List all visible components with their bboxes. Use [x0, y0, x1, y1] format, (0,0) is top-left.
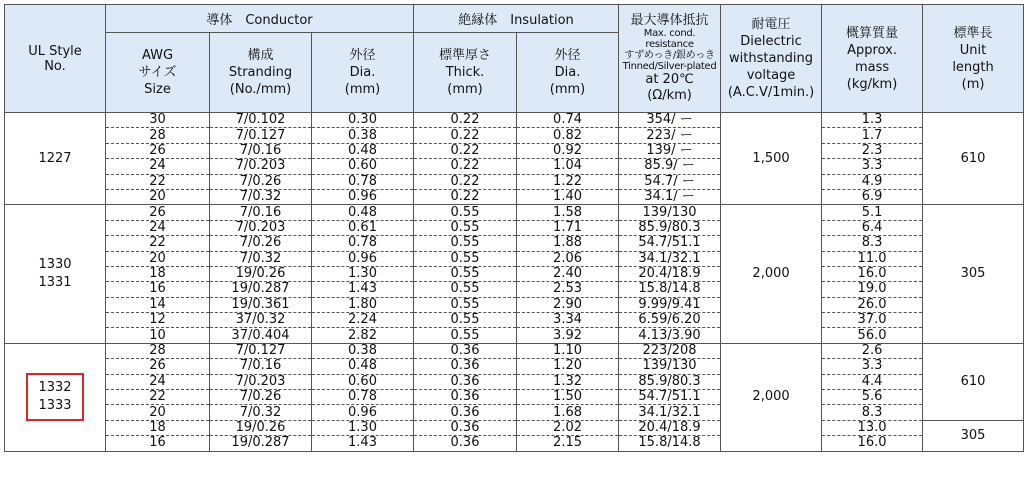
voltage-cell: 2,000: [721, 343, 822, 451]
insulation-dia-cell: 2.06: [517, 251, 619, 266]
insulation-dia-cell: 0.82: [517, 128, 619, 143]
table-row: [5, 328, 1024, 343]
resistance-cell: 34.1/32.1: [619, 251, 721, 266]
header-resistance-jp: 最大導体抵抗: [630, 13, 709, 28]
stranding-cell: 7/0.32: [210, 405, 312, 420]
table-row: [5, 174, 1024, 189]
stranding-cell: 19/0.287: [210, 282, 312, 297]
awg-cell: 30: [106, 113, 210, 128]
voltage-cell: 1,500: [721, 113, 822, 205]
mass-cell: 6.4: [822, 220, 923, 235]
table-body: [5, 113, 1024, 452]
conductor-dia-cell: 0.38: [312, 128, 414, 143]
awg-cell: 26: [106, 359, 210, 374]
conductor-dia-cell: 0.30: [312, 113, 414, 128]
stranding-cell: 7/0.26: [210, 174, 312, 189]
header-voltage: 耐電圧 Dielectric withstanding voltage (A.C.V/1min.): [721, 5, 822, 113]
conductor-dia-cell: 0.61: [312, 220, 414, 235]
conductor-dia-cell: 0.78: [312, 174, 414, 189]
mass-cell: 4.9: [822, 174, 923, 189]
mass-cell: 2.3: [822, 143, 923, 158]
mass-cell: 5.6: [822, 390, 923, 405]
stranding-cell: 7/0.32: [210, 251, 312, 266]
conductor-dia-cell: 1.30: [312, 420, 414, 435]
awg-cell: 12: [106, 313, 210, 328]
table-row: [5, 159, 1024, 174]
thickness-cell: 0.22: [414, 174, 517, 189]
ul-style-cell: [5, 113, 106, 205]
awg-cell: 28: [106, 343, 210, 358]
stranding-cell: 7/0.32: [210, 189, 312, 204]
stranding-cell: 7/0.102: [210, 113, 312, 128]
conductor-dia-cell: 0.48: [312, 359, 414, 374]
unit-length-cell: 305: [923, 420, 1024, 451]
stranding-cell: 7/0.203: [210, 374, 312, 389]
resistance-cell: 85.9/ ー: [619, 159, 721, 174]
mass-cell: 13.0: [822, 420, 923, 435]
conductor-dia-cell: 1.30: [312, 266, 414, 281]
insulation-dia-cell: 1.10: [517, 343, 619, 358]
insulation-dia-cell: 3.34: [517, 313, 619, 328]
insulation-dia-cell: 1.58: [517, 205, 619, 220]
ul-cable-spec-table: [4, 4, 1024, 452]
mass-cell: 56.0: [822, 328, 923, 343]
conductor-dia-cell: 1.80: [312, 297, 414, 312]
thickness-cell: 0.55: [414, 205, 517, 220]
resistance-cell: 20.4/18.9: [619, 266, 721, 281]
stranding-cell: 7/0.203: [210, 159, 312, 174]
resistance-cell: 139/ ー: [619, 143, 721, 158]
header-awg: AWG サイズ Size: [106, 33, 210, 113]
stranding-cell: 7/0.26: [210, 390, 312, 405]
awg-cell: 14: [106, 297, 210, 312]
thickness-cell: 0.22: [414, 113, 517, 128]
mass-cell: 16.0: [822, 436, 923, 451]
header-stranding: 構成 Stranding (No./mm): [210, 33, 312, 113]
thickness-cell: 0.55: [414, 297, 517, 312]
conductor-dia-cell: 0.48: [312, 205, 414, 220]
stranding-cell: 7/0.127: [210, 343, 312, 358]
resistance-cell: 34.1/32.1: [619, 405, 721, 420]
awg-cell: 18: [106, 266, 210, 281]
stranding-cell: 19/0.361: [210, 297, 312, 312]
thickness-cell: 0.36: [414, 390, 517, 405]
stranding-cell: 7/0.203: [210, 220, 312, 235]
stranding-cell: 7/0.16: [210, 359, 312, 374]
stranding-cell: 19/0.26: [210, 420, 312, 435]
resistance-cell: 139/130: [619, 205, 721, 220]
header-length: 標準長 Unit length (m): [923, 5, 1024, 113]
table-row: [5, 236, 1024, 251]
table-row: [5, 266, 1024, 281]
stranding-cell: 7/0.16: [210, 205, 312, 220]
insulation-dia-cell: 2.02: [517, 420, 619, 435]
resistance-cell: 15.8/14.8: [619, 436, 721, 451]
header-conductor-dia: 外径 Dia. (mm): [312, 33, 414, 113]
header-insulation: 絶縁体 Insulation: [414, 5, 619, 33]
insulation-dia-cell: 2.53: [517, 282, 619, 297]
awg-cell: 24: [106, 159, 210, 174]
mass-cell: 1.3: [822, 113, 923, 128]
header-resistance: [619, 5, 721, 113]
mass-cell: 5.1: [822, 205, 923, 220]
header-insulation-dia: 外径 Dia. (mm): [517, 33, 619, 113]
resistance-cell: 223/ ー: [619, 128, 721, 143]
awg-cell: 22: [106, 174, 210, 189]
stranding-cell: 7/0.127: [210, 128, 312, 143]
mass-cell: 6.9: [822, 189, 923, 204]
header-ul-style: UL Style No.: [5, 5, 106, 113]
thickness-cell: 0.36: [414, 343, 517, 358]
unit-length-cell: 305: [923, 205, 1024, 344]
thickness-cell: 0.55: [414, 251, 517, 266]
table-row: [5, 128, 1024, 143]
thickness-cell: 0.55: [414, 266, 517, 281]
resistance-cell: 15.8/14.8: [619, 282, 721, 297]
stranding-cell: 37/0.32: [210, 313, 312, 328]
thickness-cell: 0.22: [414, 128, 517, 143]
resistance-cell: 85.9/80.3: [619, 220, 721, 235]
awg-cell: 24: [106, 374, 210, 389]
resistance-cell: 6.59/6.20: [619, 313, 721, 328]
ul-style-cell: [5, 205, 106, 344]
thickness-cell: 0.36: [414, 436, 517, 451]
conductor-dia-cell: 0.96: [312, 251, 414, 266]
unit-length-cell: 610: [923, 113, 1024, 205]
table-row: [5, 297, 1024, 312]
table-row: [5, 313, 1024, 328]
insulation-dia-cell: 0.74: [517, 113, 619, 128]
insulation-dia-cell: 1.20: [517, 359, 619, 374]
thickness-cell: 0.22: [414, 143, 517, 158]
resistance-cell: 139/130: [619, 359, 721, 374]
insulation-dia-cell: 2.15: [517, 436, 619, 451]
insulation-dia-cell: 1.04: [517, 159, 619, 174]
header-resistance-en: Max. cond. resistance すずめっき/銀めっき Tinned/Silver-plated: [622, 28, 717, 72]
stranding-cell: 7/0.16: [210, 143, 312, 158]
insulation-dia-cell: 0.92: [517, 143, 619, 158]
mass-cell: 4.4: [822, 374, 923, 389]
ul-style-cell: [5, 343, 106, 451]
conductor-dia-cell: 0.96: [312, 405, 414, 420]
table-row: [5, 420, 1024, 435]
header-conductor: 導体 Conductor: [106, 5, 414, 33]
insulation-dia-cell: 1.71: [517, 220, 619, 235]
resistance-cell: 20.4/18.9: [619, 420, 721, 435]
mass-cell: 8.3: [822, 236, 923, 251]
awg-cell: 24: [106, 220, 210, 235]
table-row: [5, 220, 1024, 235]
insulation-dia-cell: 3.92: [517, 328, 619, 343]
table-row: [5, 405, 1024, 420]
resistance-cell: 223/208: [619, 343, 721, 358]
resistance-cell: 354/ ー: [619, 113, 721, 128]
conductor-dia-cell: 0.78: [312, 390, 414, 405]
conductor-dia-cell: 0.78: [312, 236, 414, 251]
table-row: [5, 113, 1024, 128]
insulation-dia-cell: 2.90: [517, 297, 619, 312]
awg-cell: 26: [106, 205, 210, 220]
table-row: [5, 436, 1024, 451]
insulation-dia-cell: 1.32: [517, 374, 619, 389]
resistance-cell: 9.99/9.41: [619, 297, 721, 312]
resistance-cell: 34.1/ ー: [619, 189, 721, 204]
table-row: [5, 143, 1024, 158]
unit-length-cell: 610: [923, 343, 1024, 420]
mass-cell: 19.0: [822, 282, 923, 297]
voltage-cell: 2,000: [721, 205, 822, 344]
ul-style-label: 1227: [38, 150, 72, 166]
table-row: [5, 251, 1024, 266]
awg-cell: 20: [106, 189, 210, 204]
stranding-cell: 7/0.26: [210, 236, 312, 251]
stranding-cell: 37/0.404: [210, 328, 312, 343]
insulation-dia-cell: 1.88: [517, 236, 619, 251]
awg-cell: 18: [106, 420, 210, 435]
awg-cell: 22: [106, 236, 210, 251]
thickness-cell: 0.22: [414, 159, 517, 174]
resistance-cell: 54.7/ ー: [619, 174, 721, 189]
ul-style-highlight: 1332 1333: [26, 373, 83, 421]
conductor-dia-cell: 0.48: [312, 143, 414, 158]
conductor-dia-cell: 1.43: [312, 282, 414, 297]
awg-cell: 22: [106, 390, 210, 405]
header-thickness: 標準厚さ Thick. (mm): [414, 33, 517, 113]
mass-cell: 3.3: [822, 159, 923, 174]
thickness-cell: 0.55: [414, 220, 517, 235]
mass-cell: 3.3: [822, 359, 923, 374]
resistance-cell: 54.7/51.1: [619, 390, 721, 405]
table-row: [5, 343, 1024, 358]
mass-cell: 1.7: [822, 128, 923, 143]
mass-cell: 37.0: [822, 313, 923, 328]
table-row: [5, 205, 1024, 220]
resistance-cell: 4.13/3.90: [619, 328, 721, 343]
table-row: [5, 282, 1024, 297]
awg-cell: 26: [106, 143, 210, 158]
awg-cell: 16: [106, 436, 210, 451]
conductor-dia-cell: 0.60: [312, 374, 414, 389]
thickness-cell: 0.22: [414, 189, 517, 204]
ul-style-label: 1330 1331: [38, 257, 72, 291]
table-row: [5, 359, 1024, 374]
header-mass: 概算質量 Approx. mass (kg/km): [822, 5, 923, 113]
header-resistance-unit: at 20℃ (Ω/km): [645, 72, 694, 103]
insulation-dia-cell: 1.50: [517, 390, 619, 405]
insulation-dia-cell: 2.40: [517, 266, 619, 281]
thickness-cell: 0.36: [414, 405, 517, 420]
conductor-dia-cell: 1.43: [312, 436, 414, 451]
stranding-cell: 19/0.26: [210, 266, 312, 281]
mass-cell: 16.0: [822, 266, 923, 281]
thickness-cell: 0.55: [414, 313, 517, 328]
thickness-cell: 0.55: [414, 328, 517, 343]
table-row: [5, 189, 1024, 204]
stranding-cell: 19/0.287: [210, 436, 312, 451]
conductor-dia-cell: 2.24: [312, 313, 414, 328]
mass-cell: 11.0: [822, 251, 923, 266]
thickness-cell: 0.55: [414, 236, 517, 251]
awg-cell: 20: [106, 251, 210, 266]
thickness-cell: 0.36: [414, 359, 517, 374]
insulation-dia-cell: 1.40: [517, 189, 619, 204]
conductor-dia-cell: 2.82: [312, 328, 414, 343]
mass-cell: 8.3: [822, 405, 923, 420]
thickness-cell: 0.55: [414, 282, 517, 297]
thickness-cell: 0.36: [414, 420, 517, 435]
resistance-cell: 85.9/80.3: [619, 374, 721, 389]
mass-cell: 26.0: [822, 297, 923, 312]
table-row: [5, 390, 1024, 405]
insulation-dia-cell: 1.22: [517, 174, 619, 189]
conductor-dia-cell: 0.60: [312, 159, 414, 174]
table-header: [5, 5, 1024, 113]
awg-cell: 28: [106, 128, 210, 143]
table-row: [5, 374, 1024, 389]
thickness-cell: 0.36: [414, 374, 517, 389]
awg-cell: 20: [106, 405, 210, 420]
conductor-dia-cell: 0.38: [312, 343, 414, 358]
awg-cell: 16: [106, 282, 210, 297]
insulation-dia-cell: 1.68: [517, 405, 619, 420]
mass-cell: 2.6: [822, 343, 923, 358]
conductor-dia-cell: 0.96: [312, 189, 414, 204]
awg-cell: 10: [106, 328, 210, 343]
resistance-cell: 54.7/51.1: [619, 236, 721, 251]
